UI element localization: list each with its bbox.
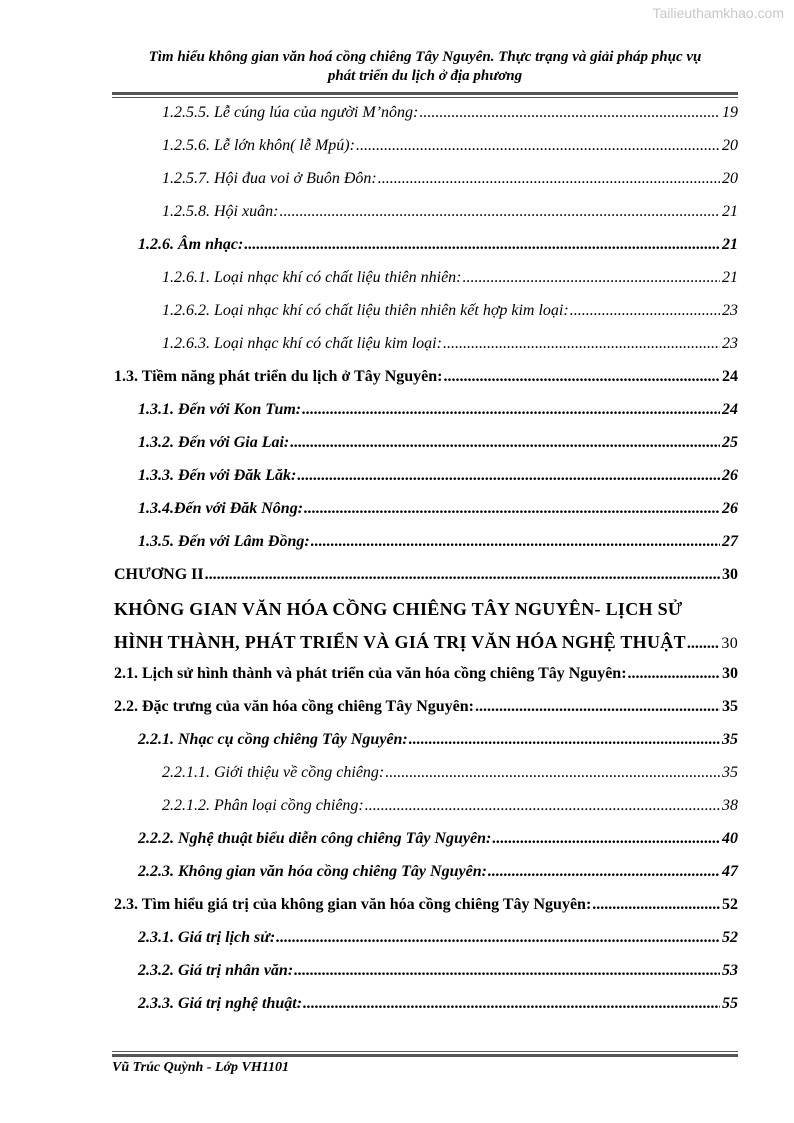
toc-page: 52 xyxy=(722,929,738,946)
toc-entry[interactable] xyxy=(138,533,738,563)
toc-entry[interactable] xyxy=(114,566,738,596)
toc-title: 2.2.1.2. Phân loại cồng chiêng: xyxy=(162,797,364,814)
toc-entry[interactable] xyxy=(114,698,738,728)
toc-page: 35 xyxy=(722,764,738,781)
toc-page: 47 xyxy=(722,863,738,880)
toc-page: 35 xyxy=(722,698,738,715)
toc-title: 1.2.6.2. Loại nhạc khí có chất liệu thiên nhiên kết hợp kim loại: xyxy=(162,302,569,319)
toc-title: 1.2.5.8. Hội xuân: xyxy=(162,203,279,220)
toc-leader xyxy=(297,467,720,485)
document-header xyxy=(112,48,738,86)
toc-entry[interactable] xyxy=(162,137,738,167)
toc-page: 52 xyxy=(722,896,738,913)
toc-title: 1.3.1. Đến với Kon Tum: xyxy=(138,401,302,418)
toc-page: 21 xyxy=(722,236,738,253)
toc-entry[interactable] xyxy=(162,302,738,332)
toc-page: 55 xyxy=(722,995,738,1012)
toc-leader xyxy=(443,335,720,353)
toc-leader xyxy=(492,830,720,848)
toc-title: 1.2.5.7. Hội đua voi ở Buôn Đôn: xyxy=(162,170,377,187)
toc-entry[interactable] xyxy=(162,764,738,794)
toc-page: 27 xyxy=(722,533,738,550)
toc-title: 2.3.2. Giá trị nhân văn: xyxy=(138,962,294,979)
toc-leader xyxy=(378,170,720,188)
toc-entry[interactable] xyxy=(138,863,738,893)
toc-page: 21 xyxy=(722,203,738,220)
toc-entry[interactable] xyxy=(138,434,738,464)
toc-entry[interactable] xyxy=(138,500,738,530)
toc-page: 19 xyxy=(722,104,738,121)
toc-page: 38 xyxy=(722,797,738,814)
toc-entry[interactable] xyxy=(162,797,738,827)
toc-title: 1.2.5.6. Lễ lớn khôn( lễ Mpú): xyxy=(162,137,355,154)
toc-page: 30 xyxy=(721,635,738,652)
header-rule xyxy=(112,92,738,98)
toc-leader xyxy=(276,929,720,947)
toc-leader xyxy=(279,203,720,221)
toc-page: 25 xyxy=(722,434,738,451)
toc-page: 26 xyxy=(722,500,738,517)
toc-page: 20 xyxy=(722,170,738,187)
toc-leader xyxy=(205,566,720,584)
toc-entry[interactable] xyxy=(138,401,738,431)
toc-leader xyxy=(290,434,720,452)
toc-entry[interactable] xyxy=(114,665,738,695)
toc-page: 23 xyxy=(722,302,738,319)
toc-leader xyxy=(687,635,720,653)
toc-title: 1.3.3. Đến với Đăk Lăk: xyxy=(138,467,297,484)
toc-leader xyxy=(385,764,720,782)
toc-leader xyxy=(409,731,720,749)
toc-leader xyxy=(303,995,720,1013)
toc-page: 23 xyxy=(722,335,738,352)
toc-leader xyxy=(302,401,720,419)
toc-entry[interactable] xyxy=(162,335,738,365)
toc-page: 40 xyxy=(722,830,738,847)
toc-entry[interactable] xyxy=(138,731,738,761)
toc-title: 2.2.3. Không gian văn hóa cồng chiêng Tây Nguyên: xyxy=(138,863,487,880)
toc-entry[interactable] xyxy=(138,929,738,959)
toc-leader xyxy=(443,368,720,386)
toc-title: HÌNH THÀNH, PHÁT TRIỂN VÀ GIÁ TRỊ VĂN HÓA NGHỆ THUẬT xyxy=(114,632,686,652)
toc-title: 1.2.5.5. Lễ cúng lúa của người M’nông: xyxy=(162,104,419,121)
toc-chapter-title-line-1[interactable] xyxy=(114,599,738,629)
toc-entry[interactable] xyxy=(114,368,738,398)
toc-title: 1.2.6.1. Loại nhạc khí có chất liệu thiên nhiên: xyxy=(162,269,462,286)
toc-page: 20 xyxy=(722,137,738,154)
header-line-2: phát triển du lịch ở địa phương xyxy=(327,68,523,84)
toc-title: 1.2.6.3. Loại nhạc khí có chất liệu kim loại: xyxy=(162,335,442,352)
header-line-1: Tìm hiểu không gian văn hoá cồng chiêng Tây Nguyên. Thực trạng và giải pháp phục vụ xyxy=(148,49,702,65)
toc-title: 2.3.3. Giá trị nghệ thuật: xyxy=(138,995,303,1012)
toc-leader xyxy=(356,137,720,155)
toc-leader xyxy=(488,863,720,881)
footer-rule xyxy=(112,1051,738,1057)
toc-title: CHƯƠNG II xyxy=(114,566,204,583)
toc-leader xyxy=(311,533,720,551)
toc-leader xyxy=(244,236,720,254)
toc-entry[interactable] xyxy=(138,995,738,1025)
toc-title: 1.3.5. Đến với Lâm Đồng: xyxy=(138,533,310,550)
toc-entry[interactable] xyxy=(162,170,738,200)
toc-title: 2.2. Đặc trưng của văn hóa cồng chiêng Tây Nguyên: xyxy=(114,698,474,715)
toc-page: 30 xyxy=(722,665,738,682)
toc-title: 2.1. Lịch sử hình thành và phát triển của văn hóa cồng chiêng Tây Nguyên: xyxy=(114,665,627,682)
toc-title: 2.2.1.1. Giới thiệu về cồng chiêng: xyxy=(162,764,385,781)
toc-title: 1.3. Tiềm năng phát triển du lịch ở Tây Nguyên: xyxy=(114,368,443,385)
watermark: Tailieuthamkhao.com xyxy=(652,5,784,21)
toc-page: 30 xyxy=(722,566,738,583)
toc-entry[interactable] xyxy=(114,632,738,662)
toc-entry[interactable] xyxy=(138,830,738,860)
toc-leader xyxy=(365,797,720,815)
toc-page: 21 xyxy=(722,269,738,286)
toc-entry[interactable] xyxy=(162,269,738,299)
toc-entry[interactable] xyxy=(138,236,738,266)
toc-title: KHÔNG GIAN VĂN HÓA CỒNG CHIÊNG TÂY NGUYÊN- LỊCH SỬ xyxy=(114,599,683,619)
toc-page: 24 xyxy=(722,401,738,418)
toc-entry[interactable] xyxy=(114,896,738,926)
document-footer: Vũ Trúc Quỳnh - Lớp VH1101 xyxy=(112,1060,289,1075)
toc-page: 24 xyxy=(722,368,738,385)
toc-title: 2.2.1. Nhạc cụ cồng chiêng Tây Nguyên: xyxy=(138,731,408,748)
toc-leader xyxy=(628,665,720,683)
toc-title: 1.3.2. Đến với Gia Lai: xyxy=(138,434,290,451)
toc-title: 1.3.4.Đến với Đăk Nông: xyxy=(138,500,304,517)
toc-entry[interactable] xyxy=(138,467,738,497)
toc-leader xyxy=(304,500,720,518)
toc-page: 53 xyxy=(722,962,738,979)
toc-title: 2.2.2. Nghệ thuật biểu diễn công chiêng Tây Nguyên: xyxy=(138,830,492,847)
toc-leader xyxy=(475,698,720,716)
toc-leader xyxy=(463,269,721,287)
toc-page: 35 xyxy=(722,731,738,748)
toc-title: 2.3.1. Giá trị lịch sử: xyxy=(138,929,276,946)
toc-leader xyxy=(570,302,720,320)
toc-title: 1.2.6. Âm nhạc: xyxy=(138,236,244,253)
toc-leader xyxy=(592,896,720,914)
toc-page: 26 xyxy=(722,467,738,484)
toc-entry[interactable] xyxy=(138,962,738,992)
toc-leader xyxy=(419,104,720,122)
toc-title: 2.3. Tìm hiểu giá trị của không gian văn hóa cồng chiêng Tây Nguyên: xyxy=(114,896,592,913)
toc-leader xyxy=(294,962,720,980)
toc-entry[interactable] xyxy=(162,104,738,134)
toc-entry[interactable] xyxy=(162,203,738,233)
